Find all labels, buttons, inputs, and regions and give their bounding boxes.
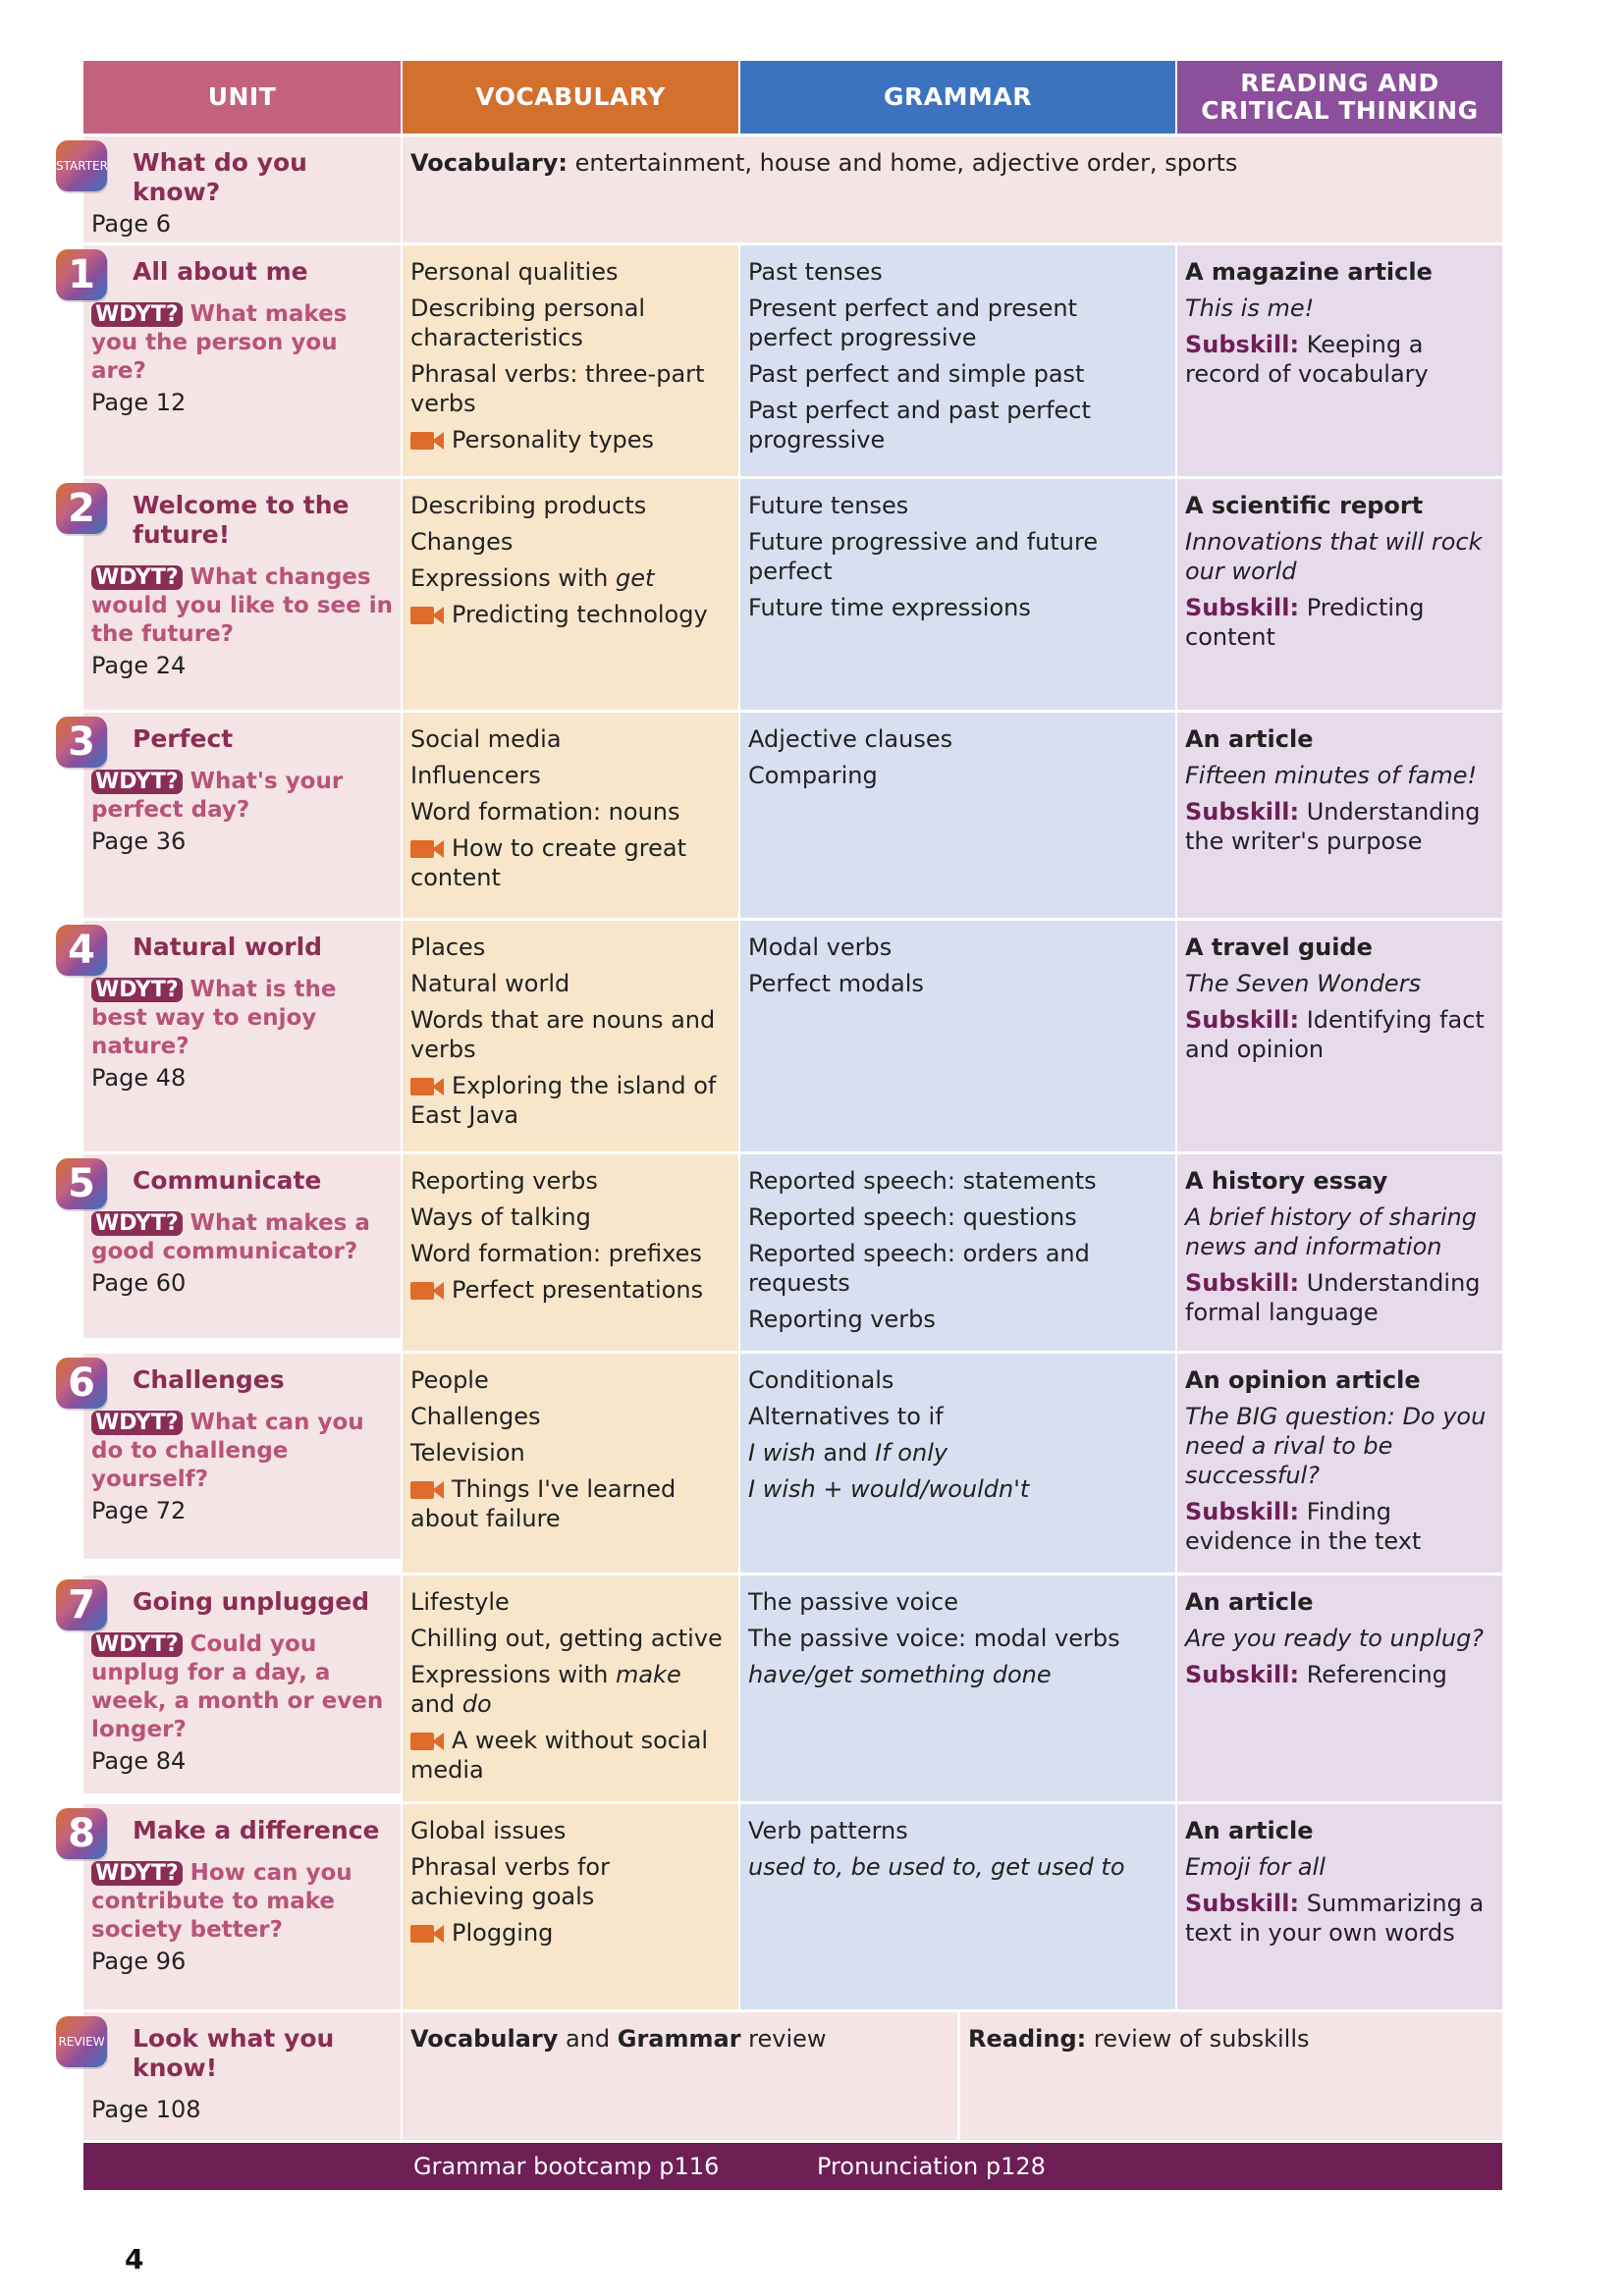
vocab-item: Global issues	[410, 1817, 567, 1844]
grammar-item: The passive voice	[748, 1588, 958, 1616]
unit-page: Page 84	[91, 1747, 187, 1775]
grammar-item: Verb patterns	[748, 1817, 908, 1844]
grammar-cell	[740, 245, 1175, 476]
reading-type: A magazine article	[1185, 258, 1433, 286]
reading-type: An article	[1185, 1588, 1314, 1616]
review-and-word: and	[558, 2025, 618, 2053]
grammar-item: Future progressive and future perfect	[748, 528, 1099, 585]
reading-cell	[1177, 1154, 1502, 1351]
vocab-item: People	[410, 1366, 489, 1394]
grammar-item: Past perfect and simple past	[748, 360, 1085, 388]
wdyt-label: WDYT?	[91, 770, 183, 794]
review-vocab-word: Vocabulary	[410, 2025, 559, 2053]
unit-question	[91, 976, 393, 1061]
reading-type: An article	[1185, 1817, 1314, 1844]
unit-question-text: What makes a good communicator?	[91, 1210, 370, 1264]
video-camera-icon	[410, 838, 446, 858]
vocabulary-cell	[403, 479, 738, 710]
unit-question	[91, 563, 393, 649]
unit-cell	[68, 713, 401, 918]
vocab-item: Chilling out, getting active	[410, 1625, 723, 1652]
vocab-item: Expressions with make and do	[410, 1661, 681, 1718]
vocabulary-cell	[403, 1354, 738, 1573]
reading-title: Fifteen minutes of fame!	[1185, 762, 1478, 789]
vocabulary-cell	[403, 245, 738, 476]
reading-subskill: Subskill: Summarizing a text in your own words	[1185, 1890, 1485, 1947]
vocab-item: Natural world	[410, 970, 570, 997]
grammar-cell	[740, 479, 1175, 710]
grammar-item: Modal verbs	[748, 934, 893, 961]
reading-cell	[1177, 1354, 1502, 1573]
unit-number-badge: 1	[56, 249, 107, 300]
reading-subskill: Subskill: Understanding formal language	[1185, 1269, 1481, 1326]
video-item: Perfect presentations	[410, 1275, 731, 1305]
unit-title: Communicate	[133, 1166, 322, 1195]
unit-question-text: How can you contribute to make society better?	[91, 1860, 352, 1943]
vocab-item: Describing products	[410, 492, 647, 519]
unit-question-text: Could you unplug for a day, a week, a month or even longer?	[91, 1631, 384, 1742]
wdyt-label: WDYT?	[91, 1411, 183, 1435]
grammar-item: Present perfect and present perfect progressive	[748, 294, 1078, 351]
vocab-item: Phrasal verbs: three-part verbs	[410, 360, 705, 417]
unit-cell	[68, 1154, 401, 1338]
grammar-item: Perfect modals	[748, 970, 924, 997]
review-reading-text: review of subskills	[1086, 2025, 1310, 2053]
review-content-row	[403, 2012, 1502, 2140]
unit-question	[91, 1630, 393, 1744]
reading-title: The BIG question: Do you need a rival to be successful?	[1185, 1403, 1487, 1489]
unit-question-text: What changes would you like to see in the future?	[91, 564, 393, 647]
reading-subskill: Subskill: Keeping a record of vocabulary	[1185, 331, 1429, 388]
vocab-item: Television	[410, 1439, 525, 1467]
grammar-item: Future time expressions	[748, 594, 1031, 621]
reading-title: This is me!	[1185, 294, 1315, 322]
reading-title: The Seven Wonders	[1185, 970, 1422, 997]
unit-page: Page 72	[91, 1497, 187, 1524]
grammar-item: Reporting verbs	[748, 1306, 936, 1333]
video-item: Personality types	[410, 425, 731, 454]
vocab-item: Word formation: prefixes	[410, 1240, 702, 1267]
grammar-item: Reported speech: orders and requests	[748, 1240, 1090, 1297]
vocab-item: Phrasal verbs for achieving goals	[410, 1853, 610, 1910]
grammar-item: Adjective clauses	[748, 725, 953, 753]
grammar-cell	[740, 921, 1175, 1151]
grammar-item: Reported speech: statements	[748, 1167, 1097, 1195]
vocabulary-cell	[403, 1154, 738, 1351]
unit-question-text: What's your perfect day?	[91, 769, 344, 823]
video-item: Plogging	[410, 1918, 731, 1948]
video-camera-icon	[410, 1923, 446, 1943]
review-page: Page 108	[91, 2096, 201, 2123]
unit-title: Natural world	[133, 933, 323, 961]
unit-page: Page 96	[91, 1948, 187, 1975]
unit-title: Welcome to the future!	[133, 491, 350, 549]
unit-number-badge: 8	[56, 1808, 107, 1859]
unit-cell	[68, 1354, 401, 1559]
starter-title: What do you know?	[133, 148, 307, 206]
starter-content-cell	[403, 136, 1502, 242]
page-number: 4	[125, 2243, 144, 2275]
vocab-item: Challenges	[410, 1403, 541, 1430]
video-item: Predicting technology	[410, 600, 731, 629]
reading-cell	[1177, 245, 1502, 476]
grammar-item: Conditionals	[748, 1366, 894, 1394]
review-badge: REVIEW	[56, 2016, 107, 2067]
vocabulary-cell	[403, 1575, 738, 1801]
video-item: A week without social media	[410, 1727, 709, 1784]
vocab-item: Reporting verbs	[410, 1167, 598, 1195]
grammar-cell	[740, 1354, 1175, 1573]
unit-title: Challenges	[133, 1365, 285, 1394]
starter-page: Page 6	[91, 210, 171, 238]
contents-table	[56, 61, 1502, 2190]
unit-title: Perfect	[133, 724, 234, 753]
vocab-item: Expressions with get	[410, 564, 655, 592]
wdyt-label: WDYT?	[91, 565, 183, 590]
wdyt-label: WDYT?	[91, 1211, 183, 1236]
reading-subskill: Subskill: Referencing	[1185, 1661, 1447, 1688]
review-reading-label: Reading:	[968, 2025, 1087, 2053]
vocab-item: Lifestyle	[410, 1588, 510, 1616]
grammar-cell	[740, 1575, 1175, 1801]
starter-badge: STARTER	[56, 140, 107, 191]
reading-subskill: Subskill: Predicting content	[1185, 594, 1425, 651]
video-item: Exploring the island of East Java	[410, 1072, 717, 1129]
reading-subskill: Subskill: Understanding the writer's purpose	[1185, 798, 1481, 855]
reading-title: Innovations that will rock our world	[1185, 528, 1483, 585]
unit-question-text: What is the best way to enjoy nature?	[91, 977, 337, 1059]
unit-page: Page 12	[91, 389, 187, 416]
video-camera-icon	[410, 1280, 446, 1300]
reading-subskill: Subskill: Finding evidence in the text	[1185, 1498, 1422, 1555]
unit-title: All about me	[133, 257, 308, 286]
video-item: How to create great content	[410, 834, 686, 891]
unit-page: Page 24	[91, 652, 187, 679]
unit-cell	[68, 1575, 401, 1793]
unit-cell	[68, 245, 401, 476]
unit-question	[91, 1209, 393, 1266]
header-vocabulary: VOCABULARY	[403, 61, 738, 133]
video-camera-icon	[410, 605, 446, 624]
review-vocab-grammar-cell	[403, 2012, 957, 2140]
grammar-item: Past perfect and past perfect progressive	[748, 397, 1091, 454]
unit-number-badge: 2	[56, 483, 107, 534]
grammar-item: I wish + would/wouldn't	[748, 1475, 1030, 1503]
reading-title: Emoji for all	[1185, 1853, 1326, 1881]
wdyt-label: WDYT?	[91, 1861, 183, 1886]
unit-cell	[68, 921, 401, 1151]
vocab-item: Influencers	[410, 762, 541, 789]
unit-page: Page 60	[91, 1269, 187, 1297]
starter-vocab-label: Vocabulary:	[410, 149, 568, 177]
wdyt-label: WDYT?	[91, 1632, 183, 1657]
reading-type: A history essay	[1185, 1167, 1388, 1195]
vocab-item: Places	[410, 934, 486, 961]
video-camera-icon	[410, 430, 446, 450]
vocabulary-cell	[403, 1804, 738, 2009]
reading-type: A travel guide	[1185, 934, 1373, 961]
review-review-word: review	[740, 2025, 827, 2053]
vocabulary-cell	[403, 921, 738, 1151]
header-grammar: GRAMMAR	[740, 61, 1175, 133]
unit-number-badge: 7	[56, 1579, 107, 1630]
reading-type: An article	[1185, 725, 1314, 753]
header-reading: READING AND CRITICAL THINKING	[1177, 61, 1502, 133]
footer-pronunciation: Pronunciation p128	[817, 2153, 1046, 2180]
unit-number-badge: 5	[56, 1158, 107, 1209]
unit-number-badge: 6	[56, 1358, 107, 1409]
review-reading-cell	[960, 2012, 1502, 2140]
grammar-cell	[740, 1804, 1175, 2009]
reading-cell	[1177, 921, 1502, 1151]
reading-type: A scientific report	[1185, 492, 1424, 519]
unit-cell	[68, 479, 401, 710]
grammar-item: Comparing	[748, 762, 878, 789]
unit-number-badge: 4	[56, 925, 107, 976]
reading-cell	[1177, 479, 1502, 710]
vocab-item: Words that are nouns and verbs	[410, 1006, 716, 1063]
footer-grammar-bootcamp: Grammar bootcamp p116	[413, 2153, 720, 2180]
video-camera-icon	[410, 1479, 446, 1499]
reading-type: An opinion article	[1185, 1366, 1421, 1394]
grammar-item: Future tenses	[748, 492, 909, 519]
unit-question-text: What can you do to challenge yourself?	[91, 1410, 364, 1492]
review-title: Look what you know!	[133, 2024, 335, 2082]
reading-cell	[1177, 1804, 1502, 2009]
review-unit-cell	[58, 2012, 401, 2140]
vocab-italic: get	[615, 564, 655, 592]
starter-vocab-text: entertainment, house and home, adjective order, sports	[567, 149, 1238, 177]
unit-page: Page 36	[91, 828, 187, 855]
grammar-item: have/get something done	[748, 1661, 1052, 1688]
grammar-cell	[740, 713, 1175, 918]
grammar-cell	[740, 1154, 1175, 1351]
unit-question	[91, 768, 393, 825]
grammar-item: The passive voice: modal verbs	[748, 1625, 1120, 1652]
unit-page: Page 48	[91, 1064, 187, 1092]
vocab-item: Describing personal characteristics	[410, 294, 646, 351]
starter-unit-cell	[56, 136, 401, 242]
reading-cell	[1177, 713, 1502, 918]
vocab-item: Personal qualities	[410, 258, 619, 286]
vocab-item: Word formation: nouns	[410, 798, 680, 826]
vocab-item: Social media	[410, 725, 562, 753]
unit-title: Going unplugged	[133, 1587, 370, 1616]
vocabulary-cell	[403, 713, 738, 918]
unit-question	[91, 1859, 393, 1945]
footer-bar	[83, 2143, 1502, 2190]
wdyt-label: WDYT?	[91, 978, 183, 1002]
reading-subskill: Subskill: Identifying fact and opinion	[1185, 1006, 1485, 1063]
review-grammar-word: Grammar	[617, 2025, 741, 2053]
unit-cell	[68, 1804, 401, 2009]
unit-number-badge: 3	[56, 717, 107, 768]
reading-title: Are you ready to unplug?	[1185, 1625, 1485, 1652]
video-camera-icon	[410, 1076, 446, 1095]
grammar-item: Reported speech: questions	[748, 1203, 1077, 1231]
header-unit: UNIT	[83, 61, 401, 133]
video-item: Things I've learned about failure	[410, 1475, 677, 1532]
grammar-item: Alternatives to if	[748, 1403, 944, 1430]
grammar-item: I wish and If only	[748, 1439, 948, 1467]
unit-title: Make a difference	[133, 1816, 380, 1844]
unit-question	[91, 1409, 393, 1494]
grammar-item: Past tenses	[748, 258, 883, 286]
video-camera-icon	[410, 1731, 446, 1750]
wdyt-label: WDYT?	[91, 302, 183, 327]
vocab-item: Ways of talking	[410, 1203, 591, 1231]
grammar-item: used to, be used to, get used to	[748, 1853, 1125, 1881]
unit-question-text: What makes you the person you are?	[91, 301, 348, 384]
reading-title: A brief history of sharing news and information	[1185, 1203, 1477, 1260]
vocab-item: Changes	[410, 528, 514, 556]
unit-question	[91, 300, 393, 386]
reading-cell	[1177, 1575, 1502, 1801]
